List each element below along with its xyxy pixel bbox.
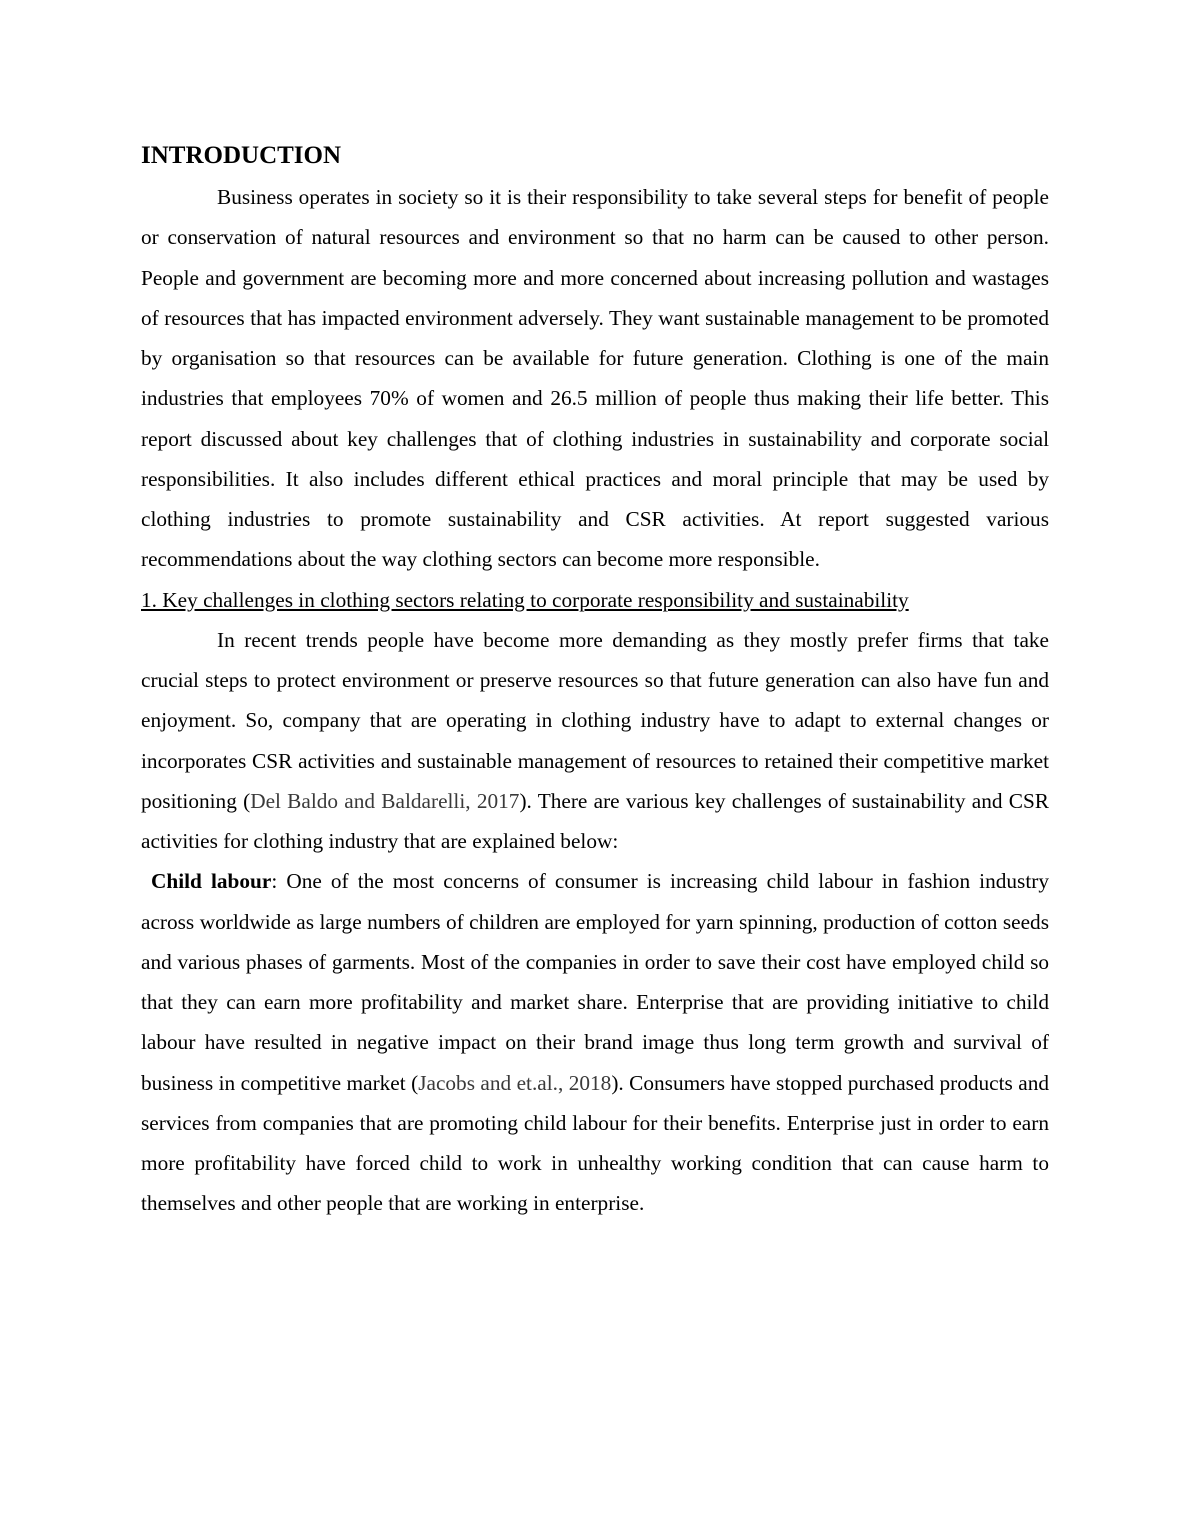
intro-paragraph: Business operates in society so it is their responsibility to take several steps for benefit of people or conservation of natural resources and environment so that no harm can be caused to other person. People and government are becoming more and more concerned about increasing pollution and wastages of resources that has impacted environment adversely. They want sustainable management to be promoted by organisation so that resources can be available for future generation. Clothing is one of the main industries that employees 70% of women and 26.5 million of people thus making their life better. This report discussed about key challenges that of clothing industries in sustainability and corporate social responsibilities. It also includes different ethical practices and moral principle that may be used by clothing industries to promote sustainability and CSR activities. At report suggested various recommendations about the way clothing sectors can become more responsible.	[141, 185, 1049, 572]
child-labour-term: Child labour	[151, 869, 272, 894]
child-labour-paragraph	[141, 861, 1049, 1223]
child-labour-text-end: ). Consumers have stopped purchased products and services from companies that are promoting child labour for their benefits. Enterprise just in order to earn more profitability have forced child to work in unhealthy working condition that can cause harm to themselves and other people that are working in enterprise.	[141, 1070, 1049, 1216]
section-heading: 1. Key challenges in clothing sectors relating to corporate responsibility and sustainability	[141, 587, 909, 612]
citation-jacobs: Jacobs and et.al., 2018	[418, 1070, 612, 1095]
section-paragraph-text-start: In recent trends people have become more demanding as they mostly prefer firms that take crucial steps to protect environment or preserve resources so that future generation can also have fun and enjoyment. So, company that are operating in clothing industry have to adapt to external changes or incorporates CSR activities and sustainable management of resources to retained their competitive market positioning (	[141, 627, 1049, 813]
page-title: INTRODUCTION	[141, 142, 342, 169]
section-paragraph	[141, 620, 1049, 862]
document-body	[141, 138, 1049, 1224]
citation-del-baldo: Del Baldo and Baldarelli, 2017	[250, 788, 520, 813]
child-labour-text-start: : One of the most concerns of consumer is increasing child labour in fashion industry across worldwide as large numbers of children are employed for yarn spinning, production of cotton seeds and various phases of garments. Most of the companies in order to save their cost have employed child so that they can earn more profitability and market share. Enterprise that are providing initiative to child labour have resulted in negative impact on their brand image thus long term growth and survival of business in competitive market (	[141, 869, 1049, 1095]
section-paragraph-text-end: ). There are various key challenges of sustainability and CSR activities for clothing industry that are explained below:	[141, 788, 1049, 853]
